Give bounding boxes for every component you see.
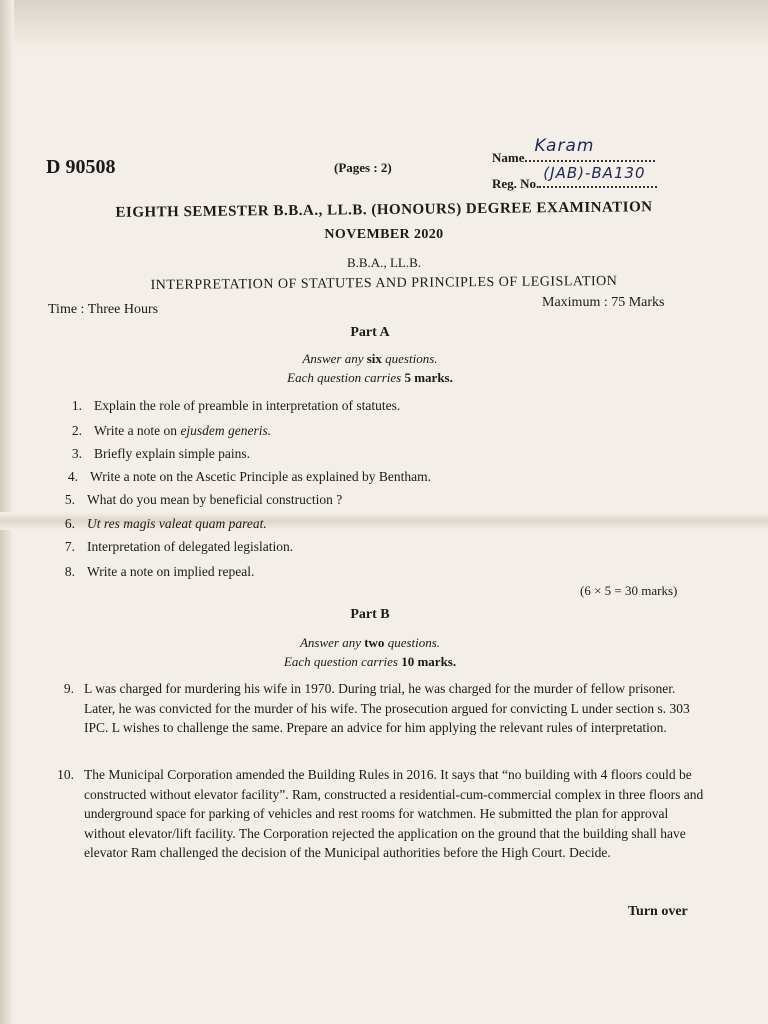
reg-no-label: Reg. No. bbox=[492, 176, 540, 191]
question-number: 3. bbox=[71, 446, 82, 461]
question-7 bbox=[47, 539, 293, 555]
paper-code: D 90508 bbox=[46, 156, 116, 178]
part-b-marks-prefix: Each question carries bbox=[283, 654, 398, 669]
reg-no-field bbox=[492, 164, 657, 192]
question-2 bbox=[54, 423, 271, 439]
question-number: 10. bbox=[57, 767, 74, 782]
question-text: Interpretation of delegated legislation. bbox=[87, 539, 294, 554]
page-count: (Pages : 2) bbox=[334, 160, 392, 175]
question-3 bbox=[54, 446, 250, 462]
question-text: The Municipal Corporation amended the Building Rules in 2016. It says that “no building with 4 floors could be constructed without elevator facility”. Ram, constructed a residential-cum-commercial complex in three floors and underground space for parking of vehicles and rest rooms for watchmen. He submitted the plan for approval without elevator/lift facility. The Corporation rejected the application on the ground that the building shall have elevator Ram challenged the decision of the Municipal authorities before the High Court. Decide. bbox=[84, 767, 704, 860]
part-a-instruction-suffix: questions. bbox=[385, 351, 438, 366]
question-number: 7. bbox=[64, 539, 75, 554]
question-text: Write a note on implied repeal. bbox=[87, 564, 255, 579]
question-number: 5. bbox=[64, 492, 75, 507]
part-b-instruction-count: two bbox=[364, 635, 385, 650]
exam-month: NOVEMBER 2020 bbox=[324, 227, 444, 242]
time-allowed: Time : Three Hours bbox=[48, 302, 159, 317]
part-a-marks-total: (6 × 5 = 30 marks) bbox=[580, 583, 678, 598]
part-a-marks-value: 5 marks. bbox=[404, 370, 453, 385]
question-number: 1. bbox=[71, 398, 82, 413]
part-b-marks-value: 10 marks. bbox=[401, 654, 457, 669]
programme-name: B.B.A., LL.B. bbox=[346, 255, 422, 270]
question-8 bbox=[47, 564, 254, 580]
part-b-title: Part B bbox=[350, 607, 390, 622]
question-4 bbox=[50, 469, 431, 485]
part-a-instruction-prefix: Answer any bbox=[302, 351, 364, 366]
question-text: Briefly explain simple pains. bbox=[94, 446, 250, 461]
question-10 bbox=[57, 765, 704, 863]
part-b-instruction bbox=[0, 635, 740, 651]
part-a-marks-prefix: Each question carries bbox=[287, 370, 402, 385]
part-a-marks-note bbox=[0, 370, 740, 386]
turn-over-label: Turn over bbox=[628, 904, 688, 919]
paper-edge-shadow bbox=[0, 0, 768, 50]
name-label: Name bbox=[492, 150, 525, 165]
maximum-marks: Maximum : 75 Marks bbox=[542, 295, 665, 310]
handwritten-reg-no: (JAB)-BA130 bbox=[543, 164, 646, 182]
question-text: What do you mean by beneficial construction ? bbox=[87, 492, 343, 507]
part-b-instruction-prefix: Answer any bbox=[299, 635, 361, 650]
question-number: 8. bbox=[64, 564, 75, 579]
question-text-italic: ejusdem generis. bbox=[180, 423, 272, 438]
question-text: Write a note on the Ascetic Principle as explained by Bentham. bbox=[90, 469, 431, 484]
exam-title: EIGHTH SEMESTER B.B.A., LL.B. (HONOURS) DEGREE EXAMINATION bbox=[115, 199, 653, 221]
question-number: 2. bbox=[71, 423, 82, 438]
question-number: 6. bbox=[64, 516, 75, 531]
question-number: 4. bbox=[67, 469, 78, 484]
question-9 bbox=[63, 679, 702, 738]
question-text: Write a note on bbox=[94, 423, 181, 438]
question-text: L was charged for murdering his wife in 1970. During trial, he was charged for the murder of fellow prisoner. Later, he was convicted for the murder of his wife. The prosecution argued for convicting L under section s. 303 IPC. L wishes to challenge the same. Prepare an advice for him applying the relevant rules of interpretation. bbox=[84, 681, 690, 735]
question-5 bbox=[47, 492, 342, 508]
question-1 bbox=[54, 398, 400, 414]
subject-title: INTERPRETATION OF STATUTES AND PRINCIPLES OF LEGISLATION bbox=[150, 273, 618, 294]
part-b-marks-note bbox=[0, 654, 740, 670]
question-text: Explain the role of preamble in interpretation of statutes. bbox=[94, 398, 401, 413]
handwritten-name: Karam bbox=[534, 136, 595, 156]
part-b-instruction-suffix: questions. bbox=[387, 635, 441, 650]
part-a-title: Part A bbox=[350, 325, 390, 340]
part-a-instruction bbox=[0, 351, 740, 367]
question-6 bbox=[47, 516, 267, 532]
question-text-italic: Ut res magis valeat quam pareat. bbox=[87, 516, 267, 531]
part-a-instruction-count: six bbox=[366, 351, 382, 366]
question-number: 9. bbox=[63, 681, 74, 696]
reg-no-dotted-line bbox=[539, 164, 657, 188]
name-dotted-line bbox=[525, 136, 655, 162]
